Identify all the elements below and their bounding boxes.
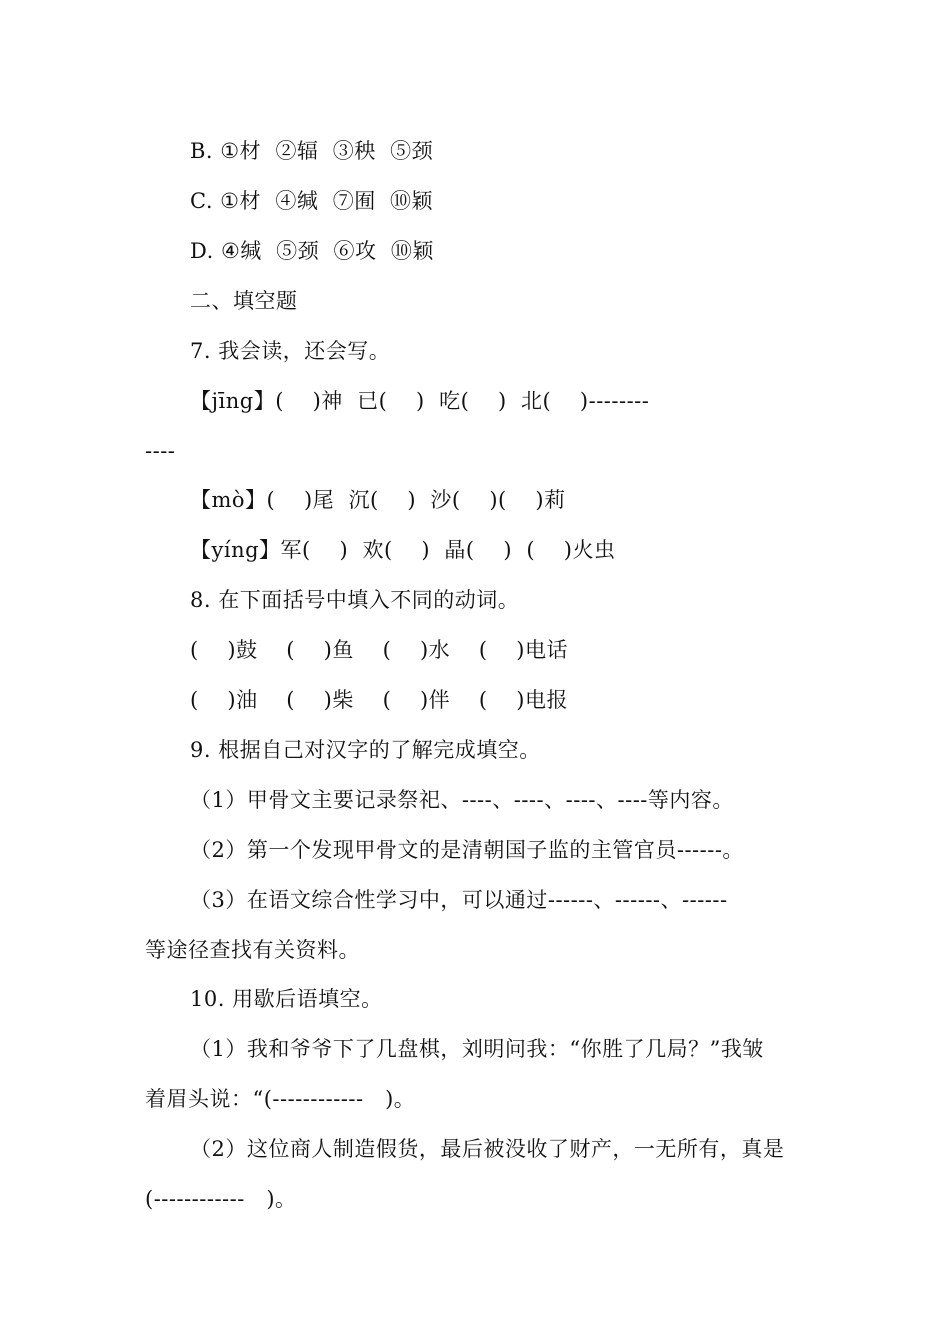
q9-title: 9. 根据自己对汉字的了解完成填空。: [190, 738, 541, 762]
option-c: C. ①材 ④缄 ⑦囿 ⑩颖: [190, 189, 434, 213]
q9-part-3-wrap: 等途径查找有关资料。: [145, 938, 360, 962]
option-d: D. ④缄 ⑤颈 ⑥攻 ⑩颖: [190, 239, 434, 263]
q10-part-2: （2）这位商人制造假货，最后被没收了财产，一无所有，真是: [190, 1137, 785, 1161]
q7-jing-line-wrap: ----: [145, 439, 176, 463]
q10-part-2-wrap: (------------ )。: [145, 1187, 297, 1211]
q7-jing-line: 【jīng】( )神 已( ) 吃( ) 北( )--------: [190, 389, 650, 413]
q8-row-2: ( )油 ( )柴 ( )伴 ( )电报: [190, 688, 568, 712]
q9-part-2: （2）第一个发现甲骨文的是清朝国子监的主管官员------。: [190, 838, 744, 862]
section-title: 二、填空题: [190, 289, 298, 313]
q9-part-1: （1）甲骨文主要记录祭祀、----、----、----、----等内容。: [190, 788, 734, 812]
q8-row-1: ( )鼓 ( )鱼 ( )水 ( )电话: [190, 638, 568, 662]
q7-mo-line: 【mò】( )尾 沉( ) 沙( )( )莉: [190, 488, 566, 512]
q10-part-1-wrap: 着眉头说：“(------------ )。: [145, 1087, 416, 1111]
q10-part-1: （1）我和爷爷下了几盘棋，刘明问我：“你胜了几局？”我皱: [190, 1037, 764, 1061]
q8-title: 8. 在下面括号中填入不同的动词。: [190, 588, 520, 612]
q7-title: 7. 我会读，还会写。: [190, 339, 391, 363]
q10-title: 10. 用歇后语填空。: [190, 987, 383, 1011]
q9-part-3: （3）在语文综合性学习中，可以通过------、------、------: [190, 888, 728, 912]
option-b: B. ①材 ②辐 ③秧 ⑤颈: [190, 139, 434, 163]
q7-ying-line: 【yíng】军( ) 欢( ) 晶( ) ( )火虫: [190, 538, 616, 562]
